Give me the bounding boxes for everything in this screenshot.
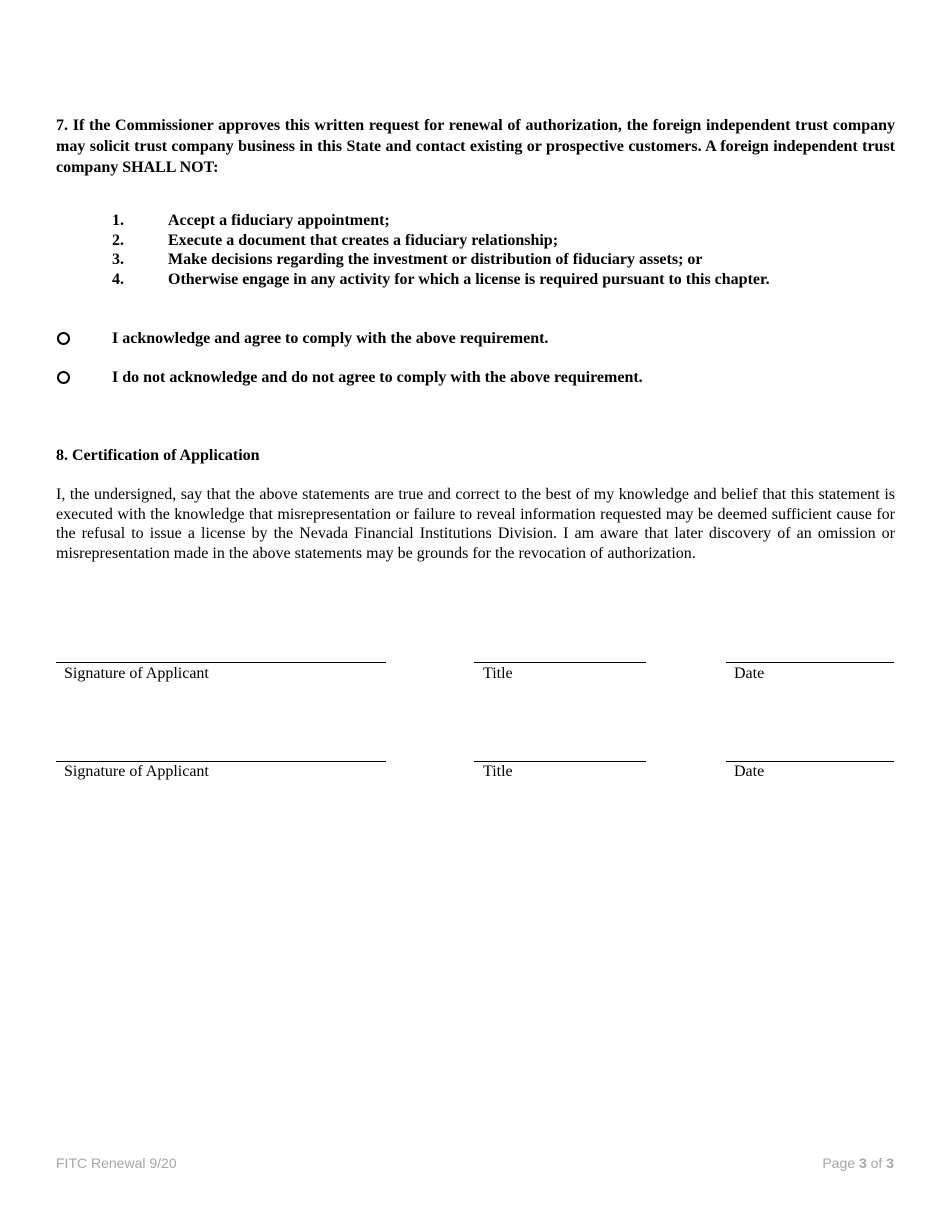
- list-item-text: Execute a document that creates a fiduciary relationship;: [168, 232, 559, 249]
- footer-form-id: FITC Renewal 9/20: [56, 1155, 177, 1171]
- list-item-text: Otherwise engage in any activity for which a license is required pursuant to this chapter.: [168, 271, 770, 288]
- certification-paragraph: I, the undersigned, say that the above statements are true and correct to the best of my knowledge and belief that this statement is executed with the knowledge that misrepresentation or failure to reveal information requested may be deemed sufficient cause for the refusal to issue a license by the Nevada Financial Institutions Division. I am aware that later discovery of an omission or misrepresentation made in the above statements may be grounds for the revocation of authorization.: [56, 486, 895, 563]
- list-item-text: Accept a fiduciary appointment;: [168, 212, 390, 229]
- title-label: Title: [483, 763, 513, 780]
- title-label: Title: [483, 665, 513, 682]
- page-total: 3: [886, 1155, 894, 1171]
- list-item-number: 3.: [112, 251, 124, 268]
- list-item-number: 4.: [112, 271, 124, 288]
- date-line[interactable]: [726, 662, 894, 663]
- do-not-acknowledge-radio[interactable]: [57, 371, 70, 384]
- date-label: Date: [734, 763, 765, 780]
- section-7-paragraph: 7. If the Commissioner approves this written request for renewal of authorization, the foreign independent trust company may solicit trust company business in this State and contact existing or prospective customers. A foreign independent trust company SHALL NOT:: [56, 117, 895, 176]
- page-word: Page: [822, 1155, 859, 1171]
- acknowledge-option-label: I acknowledge and agree to comply with the above requirement.: [112, 330, 549, 347]
- page-of: of: [866, 1155, 887, 1171]
- title-line[interactable]: [474, 662, 646, 663]
- acknowledge-radio[interactable]: [57, 332, 70, 345]
- date-label: Date: [734, 665, 765, 682]
- list-item-number: 2.: [112, 232, 124, 249]
- list-item-text: Make decisions regarding the investment or distribution of fiduciary assets; or: [168, 251, 703, 268]
- signature-label: Signature of Applicant: [64, 763, 209, 780]
- footer-page-number: [822, 1154, 894, 1172]
- signature-label: Signature of Applicant: [64, 665, 209, 682]
- list-item-number: 1.: [112, 212, 124, 229]
- page-current: 3: [858, 1155, 867, 1171]
- section-8-heading: 8. Certification of Application: [56, 447, 260, 464]
- do-not-acknowledge-option-label: I do not acknowledge and do not agree to comply with the above requirement.: [112, 369, 643, 386]
- signature-line[interactable]: [56, 662, 386, 663]
